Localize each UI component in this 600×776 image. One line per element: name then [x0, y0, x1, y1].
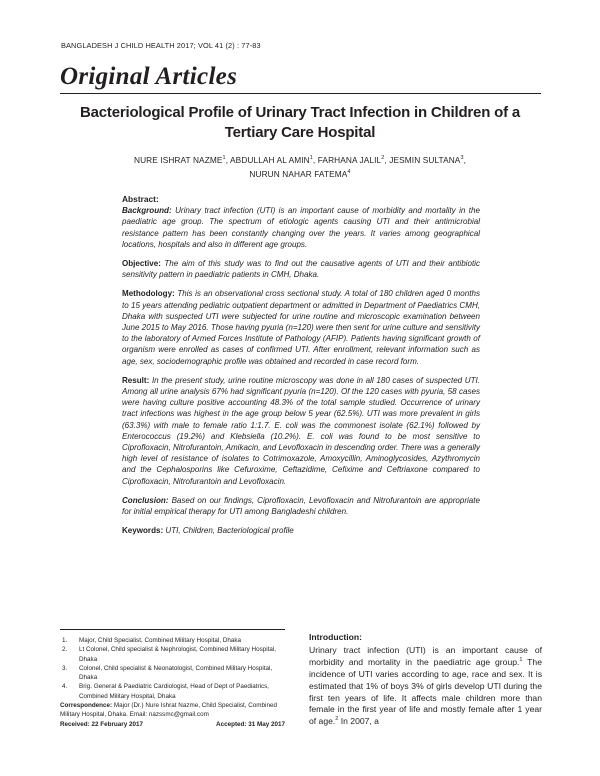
footnote-text: Colonel, Child specialist & Neonatologist, Combined Military Hospital, Dhaka	[79, 664, 273, 682]
objective-label: Objective:	[122, 259, 161, 269]
abstract-objective	[122, 258, 480, 280]
abstract-keywords	[122, 525, 480, 536]
abstract-background	[122, 205, 480, 250]
author-affiliation: 1	[309, 155, 313, 161]
author: NURE ISHRAT NAZME	[133, 154, 223, 165]
introduction-text: Urinary tract infection (UTI) is an important cause of morbidity and mortality in the paediatric age group.	[309, 644, 542, 667]
author: FARHANA JALIL	[317, 154, 382, 165]
section-heading: Original Articles	[60, 63, 238, 90]
abstract-methodology	[122, 288, 480, 366]
result-label: Result:	[122, 375, 150, 385]
footnote-number: 1.	[62, 637, 68, 644]
background-label: Background:	[122, 206, 172, 216]
received-date: Received: 22 February 2017	[60, 720, 143, 728]
methodology-text: This is an observational cross sectional study. A total of 180 children aged 0 months to 15 years attending pediatric outpatient department or admitted in Department of Paediatrics CMH, Dhaka with suspected UTI were subjected for urine routine and microscopic examination between June 2015 to May 2016. Those having pyuria (n=120) were then sent for urine culture and sensitivity to the laboratory of Armed Forces Institute of Pathology (AFIP). Patients having significant growth of organism were enrolled as cases of confirmed UTI. After enrollment, relevant information such as age, sex, sociodemographic profile was obtained and recorded in case record form.	[122, 289, 480, 366]
article-dates	[60, 720, 285, 729]
citation-ref: 2	[335, 716, 339, 723]
footnote-number: 2.	[62, 646, 68, 654]
methodology-label: Methodology:	[122, 289, 175, 299]
footnote-rule	[60, 629, 285, 630]
correspondence-label: Correspondence:	[60, 702, 113, 710]
footnote-text: Brig. General & Paediatric Cardiologist, Head of Dept of Paediatrics, Combined Military Hospital, Dhaka	[79, 683, 270, 700]
footnote-number: 3.	[62, 664, 68, 672]
footnote-text: Major, Child Specialist, Combined Military Hospital, Dhaka	[79, 637, 242, 644]
abstract	[122, 194, 480, 544]
header-rule	[60, 93, 541, 94]
accepted-date: Accepted: 31 May 2017	[216, 720, 285, 728]
footnote	[60, 682, 285, 701]
footnotes	[60, 636, 285, 729]
footnote	[60, 664, 285, 683]
correspondence	[60, 701, 285, 720]
article-title: Bacteriological Profile of Urinary Tract Infection in Children of a Tertiary Care Hospital	[79, 104, 520, 141]
abstract-conclusion	[122, 495, 480, 517]
footnote	[60, 636, 285, 645]
keywords-text: UTI, Children, Bacteriological profile	[165, 526, 294, 536]
author-affiliation: 3	[460, 155, 464, 161]
footnote	[60, 645, 285, 664]
introduction-text: The incidence of UTI varies according to age, race and sex. It is estimated that 1% of boys 3% of girls develop UTI during the first ten years of life. It affects male children more than female in the first year of life and mostly female after 1 year of age.	[309, 656, 542, 727]
author: JESMIN SULTANA	[389, 154, 461, 165]
abstract-heading: Abstract:	[122, 194, 159, 204]
introduction	[309, 632, 542, 728]
citation-ref: 1	[519, 656, 523, 663]
footnote-number: 4.	[62, 683, 68, 691]
conclusion-text: Based on our findings, Ciprofloxacin, Levofloxacin and Nitrofurantoin are appropriate for initial empirical therapy for UTI among Bangladeshi children.	[122, 495, 480, 517]
background-text: Urinary tract infection (UTI) is an important cause of morbidity and mortality in the paediatric age group. The spectrum of etiologic agents causing UTI and their antimicrobial resistance pattern has been constantly changing over the years. It varies among geographical locations, hospitals and also in different age groups.	[122, 206, 480, 249]
author-affiliation: 4	[347, 168, 351, 175]
author-affiliation: 2	[381, 155, 385, 161]
footnote-text: Lt Colonel, Child specialist & Nephrologist, Combined Military Hospital, Dhaka	[79, 646, 277, 663]
correspondence-text: Major (Dr.) Nure Ishrat Nazme, Child Specialist, Combined Military Hospital, Dhaka. Email: nazssmc@gmail.com	[60, 702, 277, 719]
journal-header: BANGLADESH J CHILD HEALTH 2017; VOL 41 (2) : 77-83	[61, 41, 261, 50]
abstract-result	[122, 375, 480, 487]
author: NURUN NAHAR FATEMA	[249, 168, 348, 179]
objective-text: The aim of this study was to find out the causative agents of UTI and their antibiotic sensitivity pattern in paediatric patients in CMH, Dhaka.	[122, 259, 480, 280]
conclusion-label: Conclusion:	[122, 495, 169, 505]
introduction-heading: Introduction:	[309, 632, 362, 642]
result-text: In the present study, urine routine microscopy was done in all 180 cases of suspected UTI. Among all urine analysis 67% had significant pyuria (n=120). Of the 120 cases with pyuria, 58 cases were having culture positive accounting 48.3% of the total sample studied. Occurrence of urinary tract infections was highest in the age group below 5 year (62.5%). UTI was more prevalent in girls (63.3%) with male to female ratio 1:1.7. E. coli was the commonest isolate (62.1%) followed by Enterococcus (19.2%) and Klebsiella (10.2%). E. coli was found to be most sensitive to Ciprofloxacin, Nitrofurantoin, Amikacin, and Levofloxacin in descending order. There was a generally high level of resistance of isolates to Cotrimoxazole, Amoxycillin, Aminoglycosides, Azythromycin and the Cephalosporins like Cefuroxime, Ceftazidime, Cefixime and Ceftriaxone compared to Ciprofloxacin, Nitrofurantoin and Levofloxacin.	[122, 375, 480, 486]
author: ABDULLAH AL AMIN	[230, 154, 310, 165]
author-affiliation: 1	[222, 155, 226, 161]
introduction-text: In 2007, a	[340, 716, 379, 727]
author-list: NURE ISHRAT NAZME$^1$, ABDULLAH AL AMIN$^1$, FARHANA JALIL$^2$, JESMIN SULTANA$^3$, NURUN NAHAR FATEMA$^4$	[133, 154, 467, 179]
keywords-label: Keywords:	[122, 526, 164, 536]
